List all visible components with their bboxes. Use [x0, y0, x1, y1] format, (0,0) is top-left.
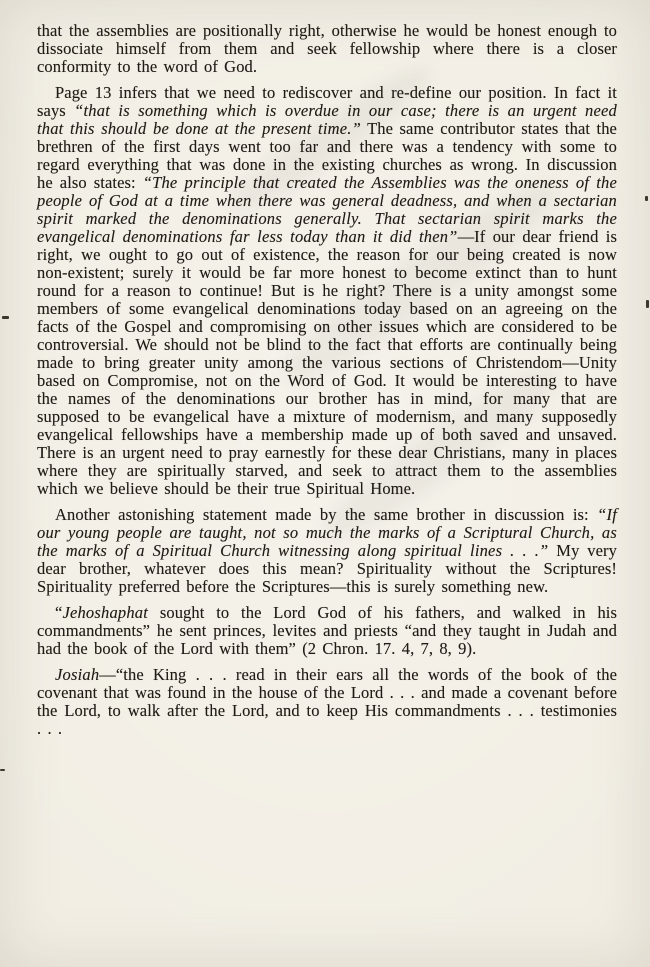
- text-segment: Jehoshaphat: [62, 603, 149, 622]
- text-segment: My very dear brother, whatever does this mean? Spirituality without the Scriptures! Spirituality preferred before the Scriptures—this is surely something new.: [37, 541, 617, 596]
- text-segment: —If our dear friend is right, we ought to go out of existence, the reason for our being created is now non-existent; surely it would be far more honest to become extinct than to hunt round for a reason to continue! But is he right? There is a unity amongst some members of some evangelical denominations today based on an agreeing on the facts of the Gospel and compromising on other issues which are considered to be controversial. We should not be blind to the fact that efforts are continually being made to bring greater unity among the various sections of Christendom—Unity based on Compromise, not on the Word of God. It would be interesting to have the names of the denominations our brother has in mind, for many that are supposed to be evangelical have a mixture of modernism, and many supposedly evangelical fellowships have a membership made up of both saved and unsaved. There is an urgent need to pray earnestly for these dear Christians, many in places where they are spiritually starved, and seek to attract them to the assemblies which we believe should be their true Spiritual Home.: [37, 227, 617, 498]
- text-segment: Page 13 infers that we need to rediscover and re-define our position. In fact it says: [37, 83, 617, 120]
- paragraph: [37, 506, 617, 596]
- text-segment: “: [55, 603, 63, 622]
- paragraph: [37, 84, 617, 498]
- scan-speck: [645, 196, 648, 201]
- text-segment: sought to the Lord God of his fathers, and walked in his commandments” he sent princes, levites and priests “and they taught in Judah and had the book of the Lord with them” (2 Chron. 17. 4, 7, 8, 9).: [37, 603, 617, 658]
- scan-speck: [2, 316, 9, 319]
- text-segment: “If our young people are taught, not so much the marks of a Scriptural Church, as the marks of a Spiritual Church witnessing along spiritual lines . . .”: [37, 505, 617, 560]
- text-segment: “that is something which is overdue in our case; there is an urgent need that this should be done at the present time.”: [37, 101, 617, 138]
- paragraph: [37, 22, 617, 76]
- text-column: [37, 22, 617, 738]
- text-segment: The same contributor states that the brethren of the first days went too far and there was a tendency with some to regard everything that was done in the existing churches as wrong. In discussion he also states:: [37, 119, 617, 192]
- text-segment: Josiah: [55, 665, 100, 684]
- text-segment: “The principle that created the Assemblies was the oneness of the people of God at a time when there was general deadness, and when a sectarian spirit marked the denominations generally. That sectarian spirit marks the evangelical denominations far less today than it did then”: [37, 173, 617, 246]
- scan-speck: [646, 300, 649, 308]
- text-segment: —“the King . . . read in their ears all the words of the book of the covenant that was found in the house of the Lord . . . and made a covenant before the Lord, to walk after the Lord, and to keep His commandments . . . testimonies . . .: [37, 665, 617, 738]
- paragraph: [37, 666, 617, 738]
- paragraph: [37, 604, 617, 658]
- text-segment: Another astonishing statement made by the same brother in discussion is:: [55, 505, 598, 524]
- scan-speck: [0, 769, 5, 771]
- text-segment: that the assemblies are positionally right, otherwise he would be honest enough to dissociate himself from them and seek fellowship where there is a closer conformity to the word of God.: [37, 21, 617, 76]
